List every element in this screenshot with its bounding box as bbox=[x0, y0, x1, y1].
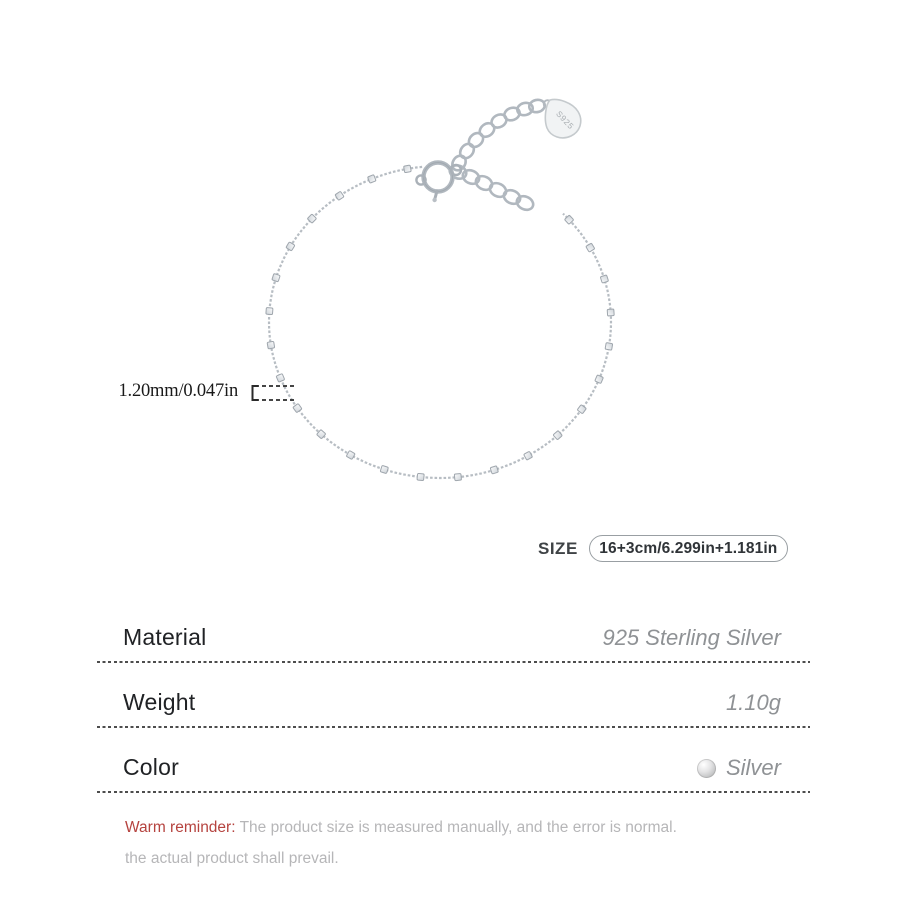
size-row bbox=[538, 535, 788, 562]
color-value: Silver bbox=[725, 755, 781, 780]
size-label: SIZE bbox=[538, 538, 578, 558]
spec-table bbox=[97, 598, 810, 793]
reminder-label: Warm reminder: bbox=[125, 819, 236, 836]
divider bbox=[97, 791, 810, 793]
s925-tag bbox=[544, 100, 581, 138]
reminder-text: The product size is measured manually, and the error is normal. bbox=[239, 819, 677, 836]
bead-chain-circle bbox=[266, 165, 614, 481]
reminder-line1 bbox=[125, 818, 677, 838]
weight-value: 1.10g bbox=[725, 690, 781, 715]
color-value-wrap bbox=[697, 755, 781, 781]
weight-label: Weight bbox=[123, 689, 196, 715]
silver-color-swatch-icon bbox=[697, 759, 716, 778]
reminder-line2: the actual product shall prevail. bbox=[125, 850, 339, 867]
spec-row-color bbox=[97, 728, 810, 791]
extension-chain bbox=[448, 98, 546, 212]
warm-reminder bbox=[125, 818, 677, 869]
spec-row-weight bbox=[97, 663, 810, 726]
tag-stamp-text: S925 bbox=[554, 109, 576, 132]
size-value-badge: 16+3cm/6.299in+1.181in bbox=[589, 535, 788, 562]
spec-row-material bbox=[97, 598, 810, 661]
color-label: Color bbox=[123, 754, 179, 780]
material-label: Material bbox=[123, 624, 207, 650]
material-value: 925 Sterling Silver bbox=[602, 625, 781, 650]
thickness-label: 1.20mm/0.047in bbox=[118, 381, 238, 401]
measure-bracket bbox=[253, 386, 296, 400]
